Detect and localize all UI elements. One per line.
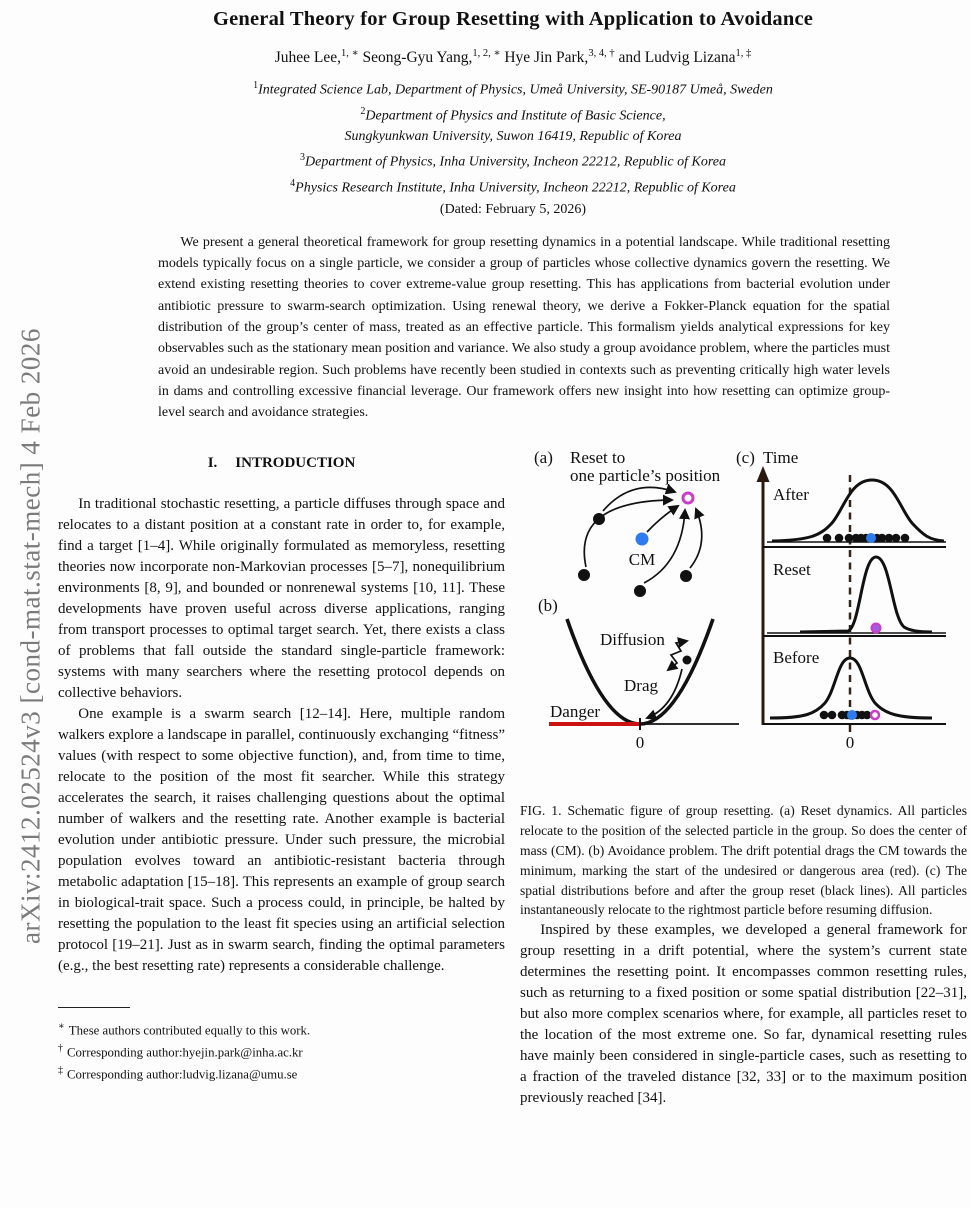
panel-b-avoidance-potential	[538, 596, 739, 752]
time-axis-arrowhead	[757, 466, 770, 482]
affiliation-3: $^3$Department of Physics, Inha University, Incheon 22212, Republic of Korea	[300, 152, 726, 171]
svg-text:(b): (b)	[538, 596, 558, 616]
section-heading-introduction: I. INTRODUCTION	[207, 455, 356, 472]
c-zero-label: 0	[845, 733, 855, 753]
affiliations	[58, 75, 968, 199]
author-3: Hye Jin Park,$^{3, 4, \dagger}$	[504, 48, 615, 67]
before-rightmost-ring	[871, 711, 879, 719]
particle-dot	[634, 585, 646, 597]
intro-paragraph-1: In traditional stochastic resetting, a particle diffuses through space and relocates to a distant position at a constant rate in order to, for example, find a target [1–4]. While originally formulated as memoryless, resetting theories now incorporate non-Markovian processes [5–7], nonequilibrium environments [8, 9], and bounded or nonrenewal systems [10, 11]. These developments have proven useful across diverse applications, ranging from transport processes to optimal target search. Yet, there exists a class of problems that fall outside the standard single-particle framework: systems with many searchers where the resetting protocol depends on collective behaviors.	[58, 496, 505, 702]
particle-dot	[578, 569, 590, 581]
panel-a-reset-dynamics	[534, 448, 721, 597]
author-line	[58, 47, 968, 67]
arxiv-watermark: arXiv:2412.02524v3 [cond-mat.stat-mech] 4 Feb 2026	[15, 328, 46, 944]
figure-1	[520, 441, 967, 793]
intro-paragraph-2: One example is a swarm search [12–14]. Here, multiple random walkers explore a landscape in parallel, continuously exchanging “fitness” values (with respect to some objective function), and, from time to time, relocate to the position of the most fit searcher. While this strategy accelerates the search, it raises challenging questions about the optimal number of walkers and the resetting rate. Another example is bacterial evolution under antibiotic pressure. Under such pressure, the microbial population evolves toward an antibiotic-resistant bacteria through metabolic adaptation [15–18]. This represents an example of group search in biological-trait space. Such a process could, in principle, be halted by resetting the population to the least fit species using an artificial selection protocol [19–21]. Just as in swarm search, finding the optimal parameters (e.g., the best resetting rate) represents a considerable challenge.	[58, 706, 505, 975]
svg-text:Reset to: Reset to	[570, 448, 626, 468]
svg-text:one particle’s position: one particle’s position	[570, 466, 721, 486]
cm-label: CM	[628, 550, 656, 570]
footnote-corresponding-park: † Corresponding author:hyejin.park@inha.ac.kr	[58, 1043, 303, 1060]
affiliation-2: $^2$Department of Physics and Institute of Basic Science,	[360, 105, 666, 124]
particle-dot	[680, 570, 692, 582]
panel-c-distributions	[736, 448, 946, 752]
drag-label: Drag	[624, 676, 658, 696]
after-label: After	[773, 485, 809, 505]
after-cm-dot	[866, 533, 876, 543]
danger-label: Danger	[550, 702, 601, 722]
author-1-affil-marks: 1, ∗	[341, 48, 359, 59]
footnotes	[58, 1018, 505, 1083]
before-particles	[820, 710, 879, 720]
footnote-rule	[58, 1007, 130, 1008]
target-particle-ring	[683, 493, 693, 503]
reset-distribution-curve	[800, 557, 932, 632]
author-2-affil-marks: 1, 2, ∗	[472, 48, 501, 59]
b-zero-label: 0	[635, 733, 645, 753]
abstract: We present a general theoretical framework for group resetting dynamics in a potential landscape. While traditional resetting models typically focus on a single particle, we consider a group of particles whose collective dynamics govern the resetting. We extend existing resetting theories to cover extreme-value group resetting. This has applications from bacterial evolution under antibiotic pressure to swarm-search optimization. Using renewal theory, we derive a Fokker-Planck equation for the spatial distribution of the group’s center of mass, treated as an effective particle. This formalism yields analytical expressions for key observables such as the stationary mean position and variance. We also study a group avoidance problem, where the particles must avoid an undesirable region. Such problems have recently been studied in contexts such as preventing critically high water levels in dams and controlling excessive financial leverage. Our framework offers new insight into how resetting can optimize group-level search and avoidance strategies.	[158, 234, 890, 421]
reset-label: Reset	[773, 560, 811, 580]
before-cm-dot	[847, 710, 857, 720]
body-paragraph-inspired: Inspired by these examples, we developed a general framework for group resetting in a drift potential, where the system’s current state determines the resetting point. It encompasses common resetting rules, such as returning to a fixed position or some spatial distribution [22–31], but also more complex scenarios where, for example, all particles reset to the location of the most extreme one. So far, dynamical resetting rules have mainly been considered in single-particle cases, such as resetting to a fraction of the traveled distance [32, 33] or to the maximum position previously reached [34].	[520, 922, 967, 1107]
affiliation-1: $^1$Integrated Science Lab, Department of Physics, Umeå University, SE-90187 Umeå, Sweden	[253, 80, 773, 98]
author-2: Seong-Gyu Yang,$^{1, 2, ∗}$	[362, 48, 501, 67]
left-column	[58, 439, 505, 1109]
cm-dot	[636, 533, 649, 546]
footnote-equal-contribution: ∗ These authors contributed equally to this work.	[58, 1021, 311, 1038]
dated-line: (Dated: February 5, 2026)	[439, 201, 587, 217]
right-column	[520, 439, 967, 1109]
paper-title: General Theory for Group Resetting with Application to Avoidance	[212, 8, 814, 30]
time-axis-label: Time	[763, 448, 799, 468]
author-1: Juhee Lee,$^{1, ∗}$	[274, 48, 359, 67]
figure-1-schematic	[520, 441, 960, 786]
diffusion-zigzag-arrow	[668, 641, 687, 670]
two-column-body	[58, 439, 968, 1109]
particle-on-potential	[683, 656, 692, 665]
reset-target-dot	[872, 624, 881, 633]
author-4: and Ludvig Lizana$^{1, \ddagger}$	[618, 48, 752, 67]
text-block	[58, 8, 968, 1109]
diffusion-label: Diffusion	[600, 630, 665, 650]
svg-text:(a): (a)	[534, 448, 553, 468]
author-3-affil-marks: 3, 4, †	[588, 48, 615, 59]
paper-page	[0, 8, 970, 1208]
footnote-corresponding-lizana: ‡ Corresponding author:ludvig.lizana@umu.se	[58, 1064, 298, 1082]
author-4-affil-marks: 1, ‡	[735, 48, 752, 59]
affiliation-4: $^4$Physics Research Institute, Inha University, Incheon 22212, Republic of Korea	[290, 178, 736, 196]
svg-text:(c): (c)	[736, 448, 755, 468]
figure-1-caption: FIG. 1. Schematic figure of group resetting. (a) Reset dynamics. All particles relocate to the position of the selected particle in the group. So does the center of mass (CM). (b) Avoidance problem. The drift potential drags the CM towards the minimum, marking the start of the undesired or dangerous area (red). (c) The spatial distributions before and after the group reset (black lines). All particles instantaneously relocate to the rightmost particle before resuming diffusion.	[520, 803, 967, 918]
affiliation-2b: Sungkyunkwan University, Suwon 16419, Republic of Korea	[344, 129, 682, 145]
before-label: Before	[773, 648, 820, 668]
particle-dot	[593, 513, 605, 525]
